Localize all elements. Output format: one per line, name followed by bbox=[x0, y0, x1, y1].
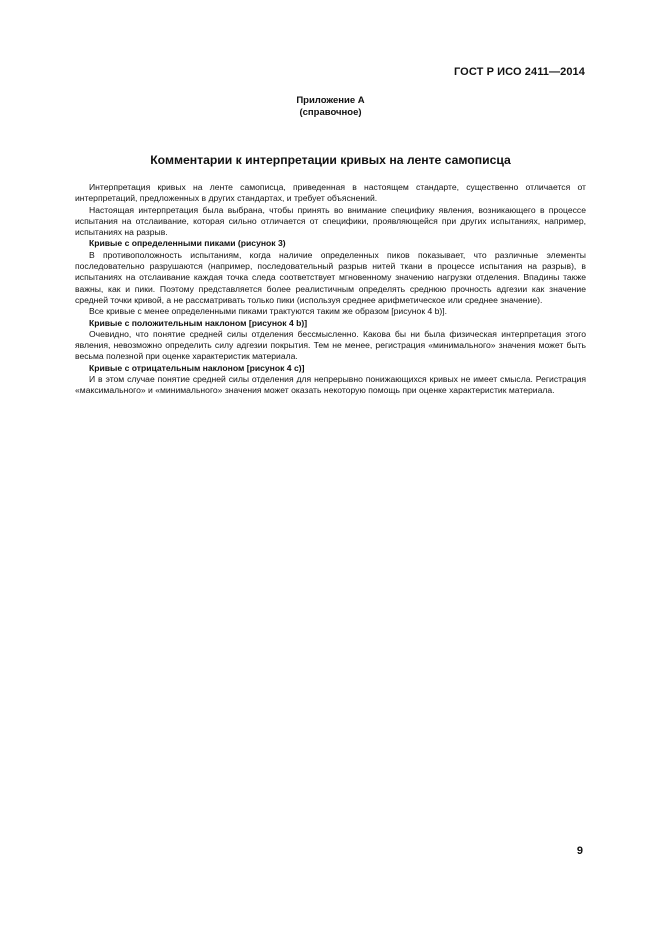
annex-subtitle: (справочное) bbox=[299, 107, 362, 118]
body-paragraph: И в этом случае понятие средней силы отделения для непрерывно понижающихся кривых не имеет смысла. Регистрация «максимального» и «минимального» значения может оказать некоторую помощь при оценке характеристик материала. bbox=[75, 374, 586, 396]
section-heading: Кривые с отрицательным наклоном [рисунок 4 с)] bbox=[89, 362, 305, 373]
body-paragraph: Настоящая интерпретация была выбрана, чтобы принять во внимание специфику явления, возникающего в процессе испытания на отслаивание, которая сильно отличается от специфики, проявляющейся при других испытаниях, например, испытаниях на разрыв. bbox=[75, 204, 586, 238]
document-body bbox=[75, 182, 586, 397]
body-paragraph: Интерпретация кривых на ленте самописца, приведенная в настоящем стандарте, существенно отличается от интерпретаций, предложенных в других стандартах, и требует объяснений. bbox=[75, 182, 586, 204]
section-heading: Кривые с положительным наклоном [рисунок 4 b)] bbox=[89, 317, 308, 328]
page-number: 9 bbox=[576, 845, 583, 857]
annex-title: Приложение А bbox=[296, 95, 365, 106]
page-title: Комментарии к интерпретации кривых на ленте самописца bbox=[150, 153, 511, 167]
annex-block bbox=[0, 95, 661, 119]
document-standard-number: ГОСТ Р ИСО 2411—2014 bbox=[453, 66, 585, 78]
section-heading: Кривые с определенными пиками (рисунок 3) bbox=[89, 238, 286, 249]
body-paragraph: Очевидно, что понятие средней силы отделения бессмысленно. Какова бы ни была физическая интерпретация этого явления, невозможно определить силу адгезии покрытия. Тем не менее, регистрация «минимального» значения может быть весьма полезной при оценке характеристик материала. bbox=[75, 328, 586, 362]
body-paragraph: Все кривые с менее определенными пиками трактуются таким же образом [рисунок 4 b)]. bbox=[89, 306, 448, 317]
body-paragraph: В противоположность испытаниям, когда наличие определенных пиков показывает, что различные элементы последовательно разрушаются (например, последовательный разрыв нитей ткани в процессе испытания на разрыв), в испытаниях на отслаивание каждая точка следа соответствует мгновенному значению нагрузки отделения. Впадины также важны, как и пики. Поэтому представляется более реалистичным определять среднюю прочность адгезии как значение средней точки кривой, а не рассматривать только пики (используя среднее арифметическое или среднее значение). bbox=[75, 249, 586, 305]
